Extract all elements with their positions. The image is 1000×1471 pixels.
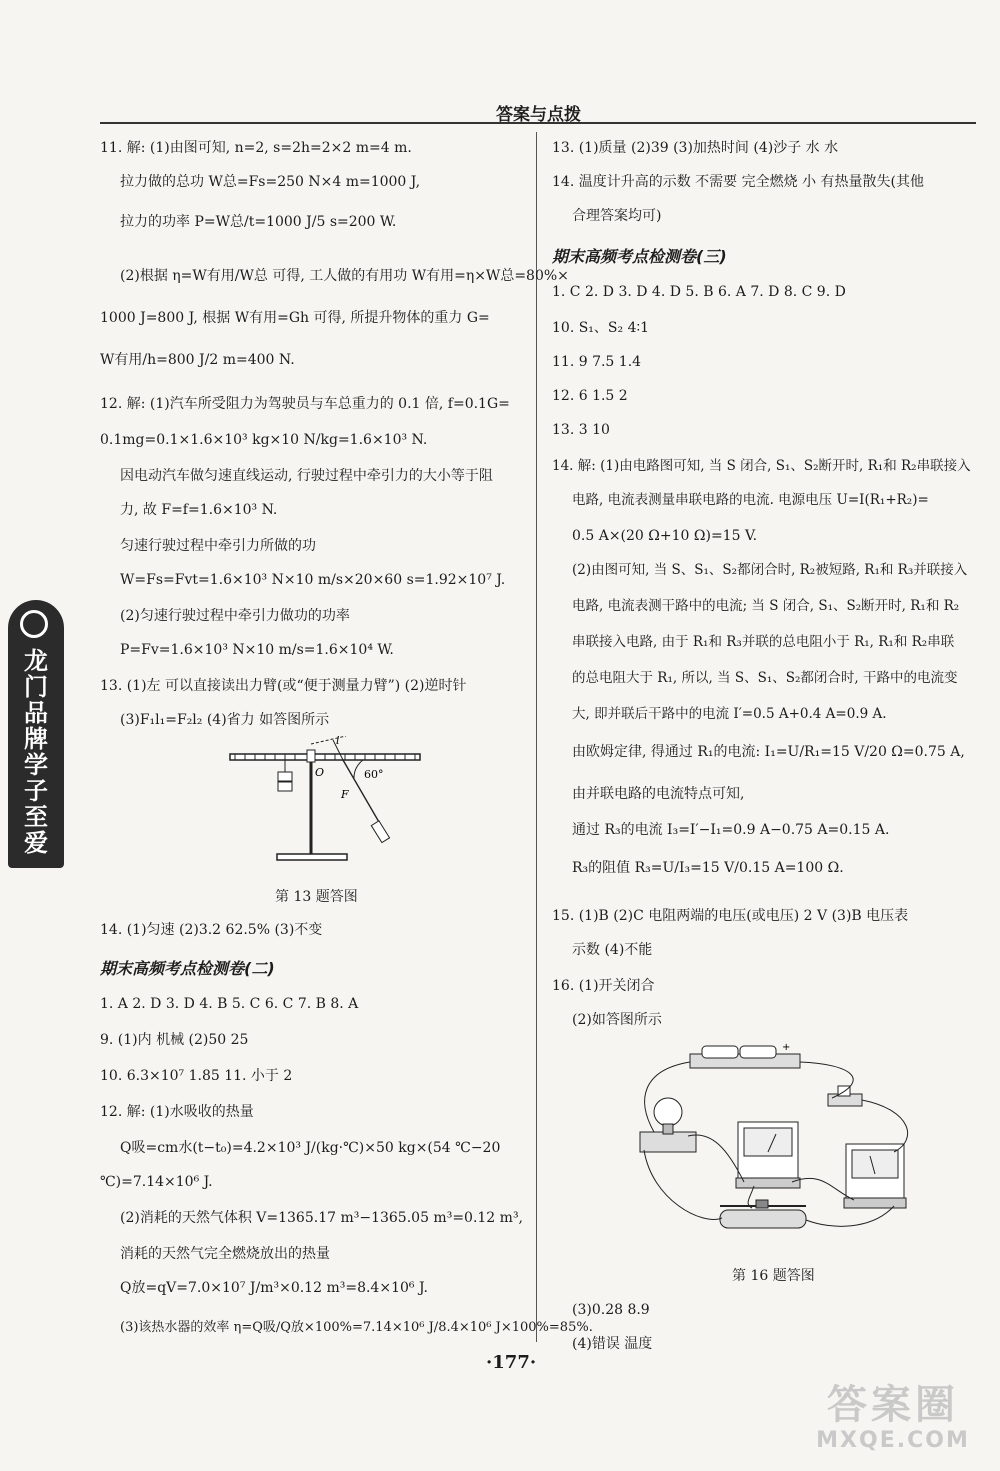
label-o: O xyxy=(315,766,325,779)
answer-line: Q放=qV=7.0×10⁷ J/m³×0.12 m³=8.4×10⁶ J. xyxy=(120,1280,428,1296)
answer-line: (2)如答图所示 xyxy=(572,1012,662,1028)
answer-line: 由欧姆定律, 得通过 R₁的电流: I₁=U/R₁=15 V/20 Ω=0.75 A, xyxy=(572,744,965,760)
answer-line: 12. 解: (1)水吸收的热量 xyxy=(100,1104,254,1120)
answer-line: 0.5 A×(20 Ω+10 Ω)=15 V. xyxy=(572,528,758,544)
answer-line: (2)根据 η=W有用/W总 可得, 工人做的有用功 W有用=η×W总=80%× xyxy=(120,268,569,284)
section-title-2: 期末高频考点检测卷(二) xyxy=(100,959,275,978)
answer-line: (3)0.28 8.9 xyxy=(572,1302,650,1318)
label-f: F xyxy=(341,788,349,801)
answer-line: 大, 即并联后干路中的电流 I′=0.5 A+0.4 A=0.9 A. xyxy=(572,706,887,722)
answer-line: 电路, 电流表测量串联电路的电流. 电源电压 U=I(R₁+R₂)= xyxy=(572,492,929,508)
answer-line: 的总电阻大于 R₁, 所以, 当 S、S₁、S₂都闭合时, 干路中的电流变 xyxy=(572,670,958,686)
answer-line: 拉力的功率 P=W总/t=1000 J/5 s=200 W. xyxy=(120,214,397,230)
answer-line: 合理答案均可) xyxy=(572,208,662,224)
label-l: l xyxy=(336,736,340,747)
answer-line: Q吸=cm水(t−t₀)=4.2×10³ J/(kg·℃)×50 kg×(54 ℃−20 xyxy=(120,1140,501,1156)
answer-line: 10. 6.3×10⁷ 1.85 11. 小于 2 xyxy=(100,1068,293,1084)
answer-line: 消耗的天然气完全燃烧放出的热量 xyxy=(120,1246,330,1262)
answer-line: 1. A 2. D 3. D 4. B 5. C 6. C 7. B 8. A xyxy=(100,996,359,1012)
answer-line: R₃的阻值 R₃=U/I₃=15 V/0.15 A=100 Ω. xyxy=(572,860,844,876)
answer-line: ℃)=7.14×10⁶ J. xyxy=(100,1174,213,1190)
answer-line: (2)由图可知, 当 S、S₁、S₂都闭合时, R₂被短路, R₁和 R₃并联接入 xyxy=(572,562,968,578)
answer-line: 13. (1)左 可以直接读出力臂(或“便于测量力臂”) (2)逆时针 xyxy=(100,678,467,694)
answer-line: 14. 解: (1)由电路图可知, 当 S 闭合, S₁、S₂断开时, R₁和 R₂串联接入 xyxy=(552,458,971,474)
answer-line: 因电动汽车做匀速直线运动, 行驶过程中牵引力的大小等于阻 xyxy=(120,468,493,484)
answer-line: 力, 故 F=f=1.6×10³ N. xyxy=(120,502,278,518)
answer-line: 14. (1)匀速 (2)3.2 62.5% (3)不变 xyxy=(100,922,323,938)
answer-line: 0.1mg=0.1×1.6×10³ kg×10 N/kg=1.6×10³ N. xyxy=(100,432,428,448)
answer-line: 1000 J=800 J, 根据 W有用=Gh 可得, 所提升物体的重力 G= xyxy=(100,310,490,326)
answer-line: (2)消耗的天然气体积 V=1365.17 m³−1365.05 m³=0.12 m³, xyxy=(120,1210,524,1226)
sidebar-brand-tab xyxy=(8,600,64,868)
answer-line: 11. 解: (1)由图可知, n=2, s=2h=2×2 m=4 m. xyxy=(100,140,412,156)
answer-line: W有用/h=800 J/2 m=400 N. xyxy=(100,352,295,368)
figure-13-caption: 第 13 题答图 xyxy=(275,889,358,905)
answer-line: (4)错误 温度 xyxy=(572,1336,653,1352)
answer-line: W=Fs=Fvt=1.6×10³ N×10 m/s×20×60 s=1.92×10⁷ J. xyxy=(120,572,506,588)
page-number: ·177· xyxy=(486,1352,537,1373)
header-title: 答案与点拨 xyxy=(496,105,581,125)
answer-line: 拉力做的总功 W总=Fs=250 N×4 m=1000 J, xyxy=(120,174,421,190)
answer-line: 12. 6 1.5 2 xyxy=(552,388,628,404)
answer-line: 15. (1)B (2)C 电阻两端的电压(或电压) 2 V (3)B 电压表 xyxy=(552,908,909,924)
answer-line: 由并联电路的电流特点可知, xyxy=(572,786,745,802)
answer-line: 16. (1)开关闭合 xyxy=(552,978,655,994)
answer-line: 通过 R₃的电流 I₃=I′−I₁=0.9 A−0.75 A=0.15 A. xyxy=(572,822,890,838)
figure-16-caption: 第 16 题答图 xyxy=(732,1268,815,1284)
brand-circle-icon xyxy=(20,610,48,638)
watermark-line1: 答案圈 xyxy=(827,1382,959,1428)
answer-line: 13. (1)质量 (2)39 (3)加热时间 (4)沙子 水 水 xyxy=(552,140,839,156)
answer-line: 示数 (4)不能 xyxy=(572,942,653,958)
column-divider xyxy=(536,132,537,1342)
answer-line: P=Fv=1.6×10³ N×10 m/s=1.6×10⁴ W. xyxy=(120,642,394,658)
answer-line: 匀速行驶过程中牵引力所做的功 xyxy=(120,538,316,554)
circuit-figure-16 xyxy=(632,1040,932,1240)
answer-line: 12. 解: (1)汽车所受阻力为驾驶员与车总重力的 0.1 倍, f=0.1G= xyxy=(100,396,510,412)
answer-line: (2)匀速行驶过程中牵引力做功的功率 xyxy=(120,608,350,624)
label-angle: 60° xyxy=(364,768,384,781)
answer-line: 1. C 2. D 3. D 4. D 5. B 6. A 7. D 8. C 9. D xyxy=(552,284,846,300)
watermark-line2: MXQE.COM xyxy=(816,1428,970,1453)
lever-figure-13 xyxy=(225,736,435,866)
answer-line: 14. 温度计升高的示数 不需要 完全燃烧 小 有热量散失(其他 xyxy=(552,174,924,190)
sidebar-brand-text: 龙门品牌 学子至爱 xyxy=(24,647,48,857)
answer-line: 串联接入电路, 由于 R₁和 R₃并联的总电阻小于 R₁, R₁和 R₂串联 xyxy=(572,634,955,650)
answer-line: 10. S₁、S₂ 4∶1 xyxy=(552,320,650,336)
page-header xyxy=(100,96,976,124)
answer-line: (3)F₁l₁=F₂l₂ (4)省力 如答图所示 xyxy=(120,712,330,728)
watermark xyxy=(798,1382,988,1462)
answer-line: 9. (1)内 机械 (2)50 25 xyxy=(100,1032,249,1048)
svg-text:+: + xyxy=(782,1042,791,1053)
answer-line: 电路, 电流表测干路中的电流; 当 S 闭合, S₁、S₂断开时, R₁和 R₂ xyxy=(572,598,960,614)
answer-line: (3)该热水器的效率 η=Q吸/Q放×100%=7.14×10⁶ J/8.4×10⁶ J×100%=85%. xyxy=(120,1320,593,1335)
section-title-3: 期末高频考点检测卷(三) xyxy=(552,247,727,266)
answer-line: 13. 3 10 xyxy=(552,422,610,438)
answer-line: 11. 9 7.5 1.4 xyxy=(552,354,642,370)
